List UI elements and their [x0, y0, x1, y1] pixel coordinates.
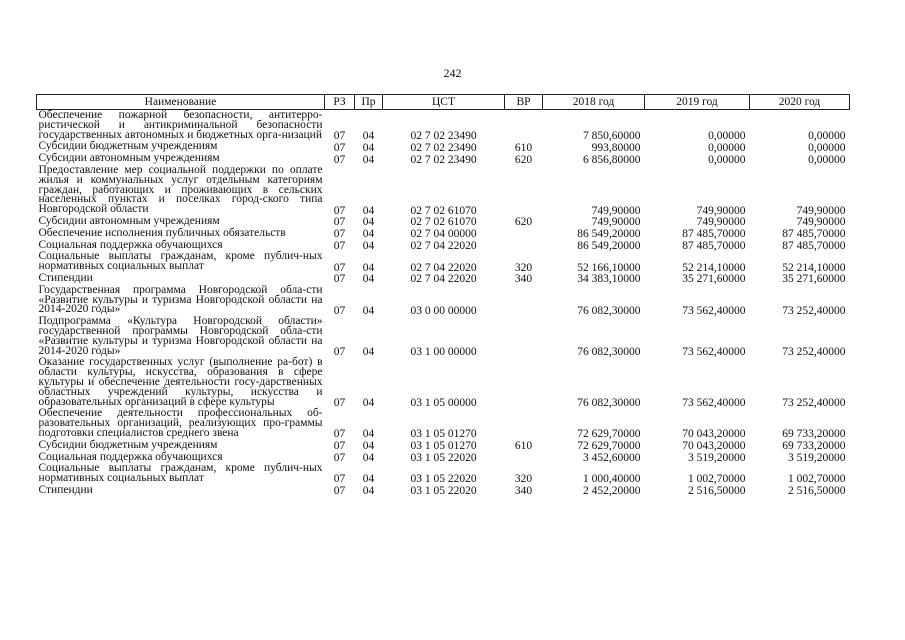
header-pr: Пр	[355, 95, 383, 110]
row-vr	[505, 228, 543, 240]
row-name: Социальная поддержка обучающихся	[38, 238, 223, 251]
row-2020: 87 485,70000	[782, 239, 846, 252]
row-rz: 07	[333, 485, 346, 498]
row-2019: 87 485,70000	[682, 228, 746, 241]
row-2019: 0,00000	[708, 129, 746, 142]
row-2018: 1 000,40000	[583, 473, 641, 486]
row-rz: 07	[333, 228, 346, 241]
row-2020: 3 519,20000	[788, 451, 846, 464]
row-2020: 69 733,20000	[782, 428, 846, 441]
header-cst: ЦСТ	[383, 95, 505, 110]
row-cst: 02 7 02 61070	[410, 216, 477, 229]
row-rz: 07	[333, 396, 346, 409]
row-pr: 04	[362, 345, 375, 358]
row-pr: 04	[362, 239, 375, 252]
row-rz: 07	[333, 216, 346, 229]
row-2018: 72 629,70000	[577, 440, 641, 453]
row-rz: 07	[333, 440, 346, 453]
row-2018: 993,80000	[591, 141, 641, 154]
row-2019: 3 519,20000	[688, 451, 746, 464]
row-cst: 03 1 05 22020	[410, 485, 477, 498]
row-name: Государственная программа Новгородской обла-сти «Развитие культуры и туризма Новгородской области на 2014-2020 годы»	[38, 283, 323, 316]
row-2019: 73 562,40000	[682, 396, 746, 409]
table-row	[37, 285, 850, 316]
row-rz: 07	[333, 239, 346, 252]
table-row	[37, 485, 850, 497]
row-pr: 04	[362, 396, 375, 409]
row-name: Субсидии бюджетным учреждениям	[38, 140, 218, 153]
row-cst: 03 1 05 22020	[410, 473, 477, 486]
row-2018: 6 856,80000	[583, 153, 641, 166]
row-vr: 320	[514, 261, 533, 274]
row-vr	[505, 408, 543, 439]
row-name: Социальные выплаты гражданам, кроме публич-ных нормативных социальных выплат	[38, 462, 323, 485]
row-2019: 1 002,70000	[688, 473, 746, 486]
row-2019: 70 043,20000	[682, 440, 746, 453]
row-cst: 02 7 04 00000	[410, 228, 477, 241]
row-rz: 07	[333, 428, 346, 441]
row-rz: 07	[333, 129, 346, 142]
table-row	[37, 440, 850, 452]
row-2020: 749,90000	[796, 216, 846, 229]
row-pr: 04	[362, 129, 375, 142]
row-cst: 03 1 00 00000	[410, 345, 477, 358]
header-2018: 2018 год	[543, 95, 645, 110]
row-name: Оказание государственных услуг (выполнение ра-бот) в области культуры, искусства, образования в сфере культуры и обеспечение деятельности госу-дарственных областных учреждений культуры, искусства и образовательных организаций в сфере культуры	[38, 356, 323, 408]
row-2020: 73 252,40000	[782, 345, 846, 358]
row-cst: 03 1 05 01270	[410, 428, 477, 441]
row-2018: 7 850,60000	[583, 129, 641, 142]
row-cst: 02 7 02 61070	[410, 204, 477, 217]
table-row	[37, 273, 850, 285]
row-2020: 73 252,40000	[782, 396, 846, 409]
row-2019: 73 562,40000	[682, 345, 746, 358]
row-name: Подпрограмма «Культура Новгородской области» государственной программы Новгородской обла-сти «Развитие культуры и туризма Новгородской области на 2014-2020 годы»	[38, 315, 323, 357]
row-pr: 04	[362, 440, 375, 453]
row-cst: 02 7 04 22020	[410, 261, 477, 274]
row-pr: 04	[362, 473, 375, 486]
table-row	[37, 408, 850, 439]
row-rz: 07	[333, 204, 346, 217]
row-vr: 620	[514, 216, 533, 229]
row-2019: 73 562,40000	[682, 304, 746, 317]
row-pr: 04	[362, 428, 375, 441]
table-row	[37, 110, 850, 142]
row-vr	[505, 285, 543, 316]
row-rz: 07	[333, 451, 346, 464]
table-row	[37, 216, 850, 228]
row-rz: 07	[333, 473, 346, 486]
row-vr: 620	[514, 153, 533, 166]
row-rz: 07	[333, 141, 346, 154]
row-pr: 04	[362, 451, 375, 464]
budget-table	[36, 94, 850, 497]
row-vr: 320	[514, 473, 533, 486]
row-cst: 03 1 05 22020	[410, 451, 477, 464]
row-pr: 04	[362, 228, 375, 241]
row-2019: 749,90000	[696, 216, 746, 229]
row-pr: 04	[362, 141, 375, 154]
row-cst: 02 7 02 23490	[410, 153, 477, 166]
header-2019: 2019 год	[645, 95, 750, 110]
row-pr: 04	[362, 216, 375, 229]
row-2018: 86 549,20000	[577, 228, 641, 241]
row-2020: 73 252,40000	[782, 304, 846, 317]
row-name: Предоставление мер социальной поддержки по оплате жилья и коммунальных услуг отдельным категориям граждан, работающих и проживающих в сельских населенных пунктах и поселках город-ского типа Новгородской области	[38, 163, 323, 216]
row-2018: 749,90000	[591, 204, 641, 217]
row-2018: 76 082,30000	[577, 304, 641, 317]
row-2020: 0,00000	[808, 153, 846, 166]
row-2020: 35 271,60000	[782, 273, 846, 286]
row-rz: 07	[333, 153, 346, 166]
page-number: 242	[443, 66, 462, 80]
table-body	[37, 110, 850, 497]
row-2020: 52 214,10000	[782, 261, 846, 274]
row-name: Социальные выплаты гражданам, кроме публич-ных нормативных социальных выплат	[38, 250, 323, 273]
row-name: Стипендии	[38, 271, 93, 284]
row-2019: 52 214,10000	[682, 261, 746, 274]
row-cst: 03 1 05 00000	[410, 396, 477, 409]
row-cst: 02 7 04 22020	[410, 273, 477, 286]
row-pr: 04	[362, 204, 375, 217]
row-2018: 749,90000	[591, 216, 641, 229]
row-2019: 0,00000	[708, 141, 746, 154]
row-name: Субсидии бюджетным учреждениям	[38, 438, 218, 451]
row-2019: 2 516,50000	[688, 485, 746, 498]
row-2018: 86 549,20000	[577, 239, 641, 252]
row-cst: 02 7 02 23490	[410, 141, 477, 154]
header-name: Наименование	[37, 95, 325, 110]
row-vr	[505, 240, 543, 252]
row-vr: 340	[514, 485, 533, 498]
row-2019: 70 043,20000	[682, 428, 746, 441]
row-cst: 03 1 05 01270	[410, 440, 477, 453]
row-name: Социальная поддержка обучающихся	[38, 450, 223, 463]
row-2018: 76 082,30000	[577, 396, 641, 409]
row-2019: 749,90000	[696, 204, 746, 217]
row-2018: 76 082,30000	[577, 345, 641, 358]
row-2019: 0,00000	[708, 153, 746, 166]
row-rz: 07	[333, 345, 346, 358]
row-2020: 0,00000	[808, 141, 846, 154]
row-vr: 340	[514, 273, 533, 286]
row-2020: 69 733,20000	[782, 440, 846, 453]
row-vr: 610	[514, 141, 533, 154]
row-name: Субсидии автономным учреждениям	[38, 214, 220, 227]
row-pr: 04	[362, 485, 375, 498]
row-name: Субсидии автономным учреждениям	[38, 152, 220, 165]
row-name: Обеспечение исполнения публичных обязательств	[38, 226, 286, 239]
row-2018: 72 629,70000	[577, 428, 641, 441]
row-2020: 2 516,50000	[788, 485, 846, 498]
row-2020: 87 485,70000	[782, 228, 846, 241]
table-header-row	[37, 95, 850, 110]
row-cst: 02 7 04 22020	[410, 239, 477, 252]
row-vr	[505, 452, 543, 464]
row-2018: 3 452,60000	[583, 451, 641, 464]
table-row	[37, 357, 850, 408]
row-name: Обеспечение пожарной безопасности, антитерро-ристической и антикриминальной безопасности государственных автономных и бюджетных орга-низаций	[38, 109, 323, 141]
row-cst: 03 0 00 00000	[410, 304, 477, 317]
header-2020: 2020 год	[750, 95, 850, 110]
row-pr: 04	[362, 304, 375, 317]
row-pr: 04	[362, 273, 375, 286]
row-vr	[505, 165, 543, 216]
table-row	[37, 316, 850, 357]
row-vr	[505, 110, 543, 142]
row-vr	[505, 357, 543, 408]
table-row	[37, 251, 850, 273]
row-2018: 2 452,20000	[583, 485, 641, 498]
row-2020: 749,90000	[796, 204, 846, 217]
row-rz: 07	[333, 304, 346, 317]
row-2018: 52 166,10000	[577, 261, 641, 274]
row-2020: 1 002,70000	[788, 473, 846, 486]
row-rz: 07	[333, 273, 346, 286]
row-pr: 04	[362, 153, 375, 166]
row-rz: 07	[333, 261, 346, 274]
table-row	[37, 463, 850, 485]
header-rz: РЗ	[325, 95, 355, 110]
row-vr: 610	[514, 440, 533, 453]
row-name: Обеспечение деятельности профессиональных об-разовательных организаций, реализующих про-граммы подготовки специалистов среднего звена	[38, 407, 323, 439]
table-row	[37, 228, 850, 240]
row-cst: 02 7 02 23490	[410, 129, 477, 142]
table-row	[37, 165, 850, 216]
row-2019: 87 485,70000	[682, 239, 746, 252]
row-pr: 04	[362, 261, 375, 274]
row-2018: 34 383,10000	[577, 273, 641, 286]
row-2020: 0,00000	[808, 129, 846, 142]
row-vr	[505, 316, 543, 357]
header-vr: ВР	[505, 95, 543, 110]
row-2019: 35 271,60000	[682, 273, 746, 286]
row-name: Стипендии	[38, 483, 93, 496]
